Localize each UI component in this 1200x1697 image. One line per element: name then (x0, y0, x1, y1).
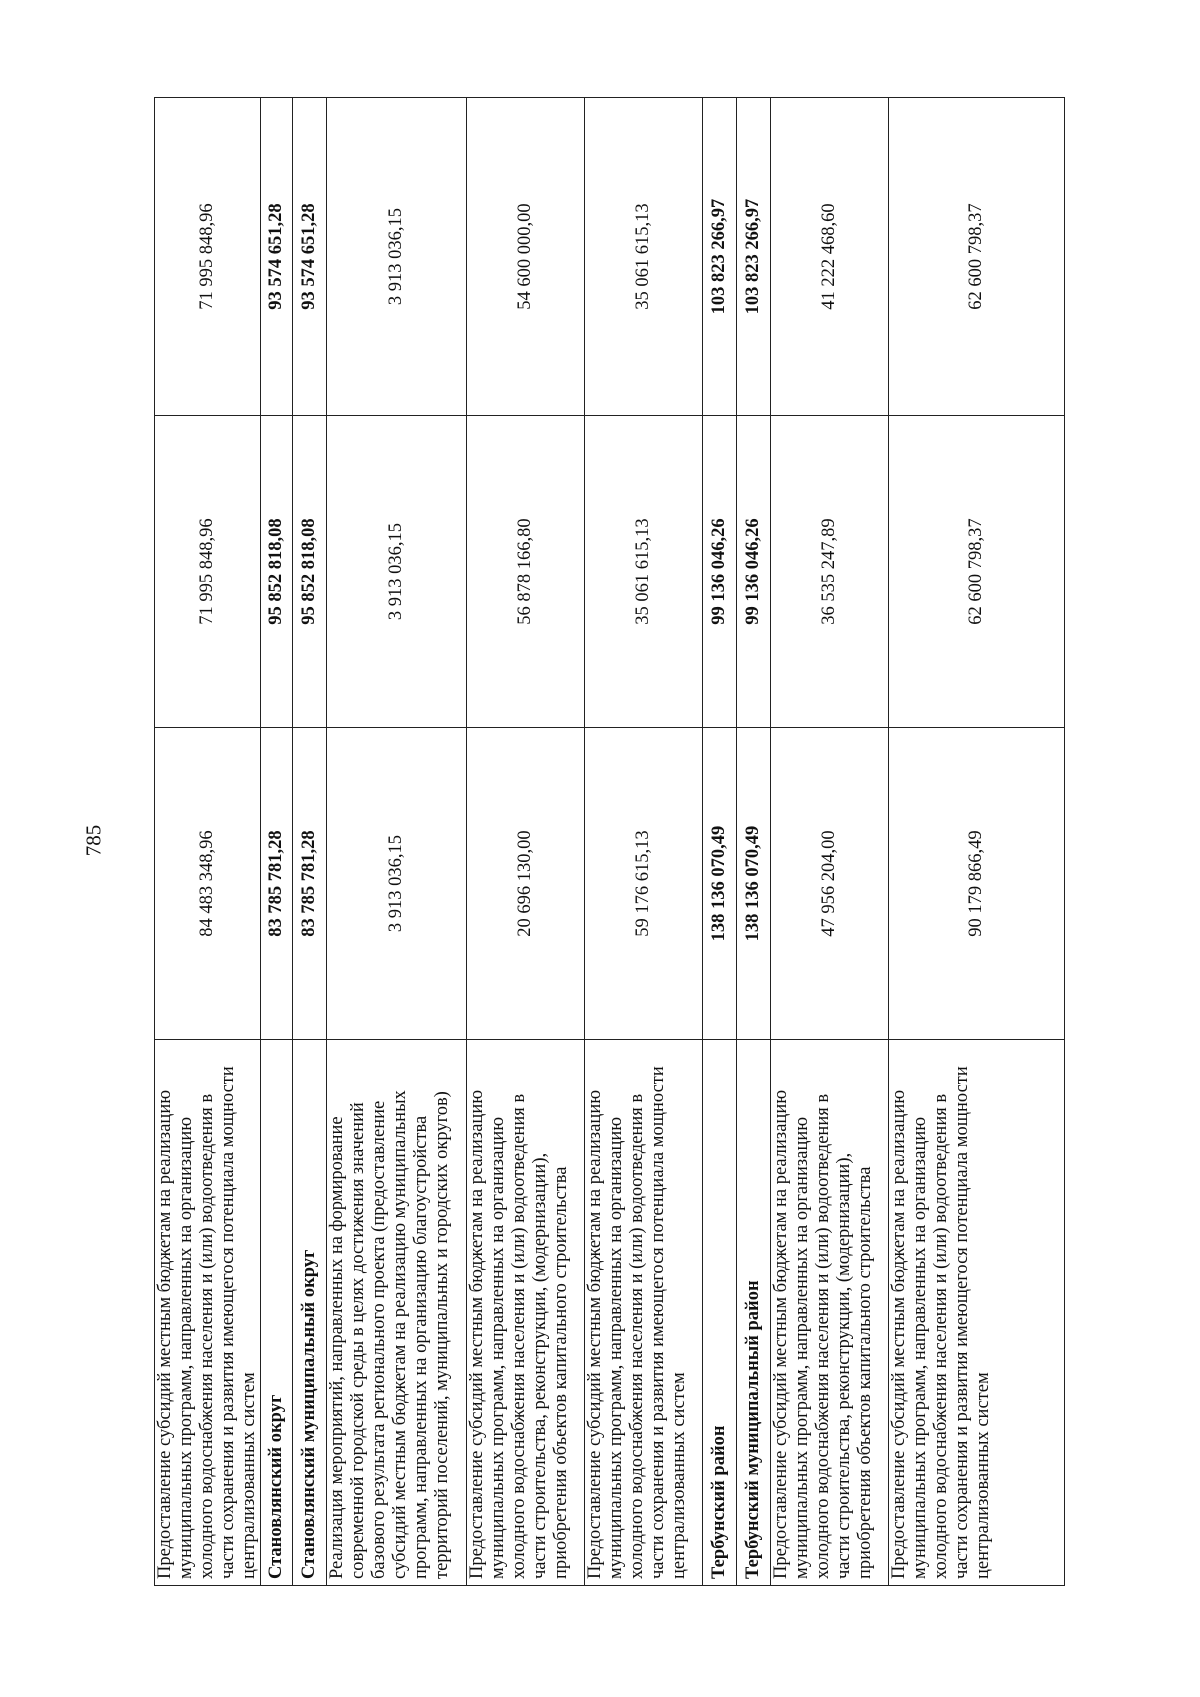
row-value-1: 83 785 781,28 (261, 728, 293, 1040)
table-row (771, 98, 889, 1586)
row-value-2: 62 600 798,37 (889, 416, 1065, 728)
table-row (585, 98, 703, 1586)
row-value-2: 36 535 247,89 (771, 416, 889, 728)
row-value-3: 54 600 000,00 (467, 98, 585, 416)
row-value-3: 35 061 615,13 (585, 98, 703, 416)
row-value-3: 93 574 651,28 (293, 98, 327, 416)
table-row-total (737, 98, 771, 1586)
row-value-2: 99 136 046,26 (703, 416, 737, 728)
table-row (889, 98, 1065, 1586)
row-value-3: 103 823 266,97 (703, 98, 737, 416)
row-value-1: 20 696 130,00 (467, 728, 585, 1040)
row-description: Предоставление субсидий местным бюджетам на реализацию муниципальных программ, направленных на организацию холодного водоснабжения населения и (или) водоотведения в части строительства, реконструкции, (модернизации), приобретения объектов капитального строительства (771, 1040, 889, 1586)
row-value-1: 83 785 781,28 (293, 728, 327, 1040)
row-value-2: 3 913 036,15 (327, 416, 467, 728)
row-value-3: 62 600 798,37 (889, 98, 1065, 416)
table-row (155, 98, 261, 1586)
row-value-1: 138 136 070,49 (703, 728, 737, 1040)
table-row (327, 98, 467, 1586)
page-number: 785 (81, 824, 106, 857)
row-description: Тербунский муниципальный район (737, 1040, 771, 1586)
row-description: Реализация мероприятий, направленных на формирование современной городской среды в целях достижения значений базового результата регионального проекта (предоставление субсидий местным бюджетам на реализацию муниципальных программ, направленных на организацию благоустройства территорий поселений, муниципальных и городских округов) (327, 1040, 467, 1586)
row-description: Предоставление субсидий местным бюджетам на реализацию муниципальных программ, направленных на организацию холодного водоснабжения населения и (или) водоотведения в части сохранения и развития имеющегося потенциала мощности централизованных систем (155, 1040, 261, 1586)
row-description: Становлянский округ (261, 1040, 293, 1586)
row-value-2: 35 061 615,13 (585, 416, 703, 728)
row-value-1: 47 956 204,00 (771, 728, 889, 1040)
row-description: Предоставление субсидий местным бюджетам на реализацию муниципальных программ, направленных на организацию холодного водоснабжения населения и (или) водоотведения в части строительства, реконструкции, (модернизации), приобретения объектов капитального строительства (467, 1040, 585, 1586)
row-value-3: 93 574 651,28 (261, 98, 293, 416)
table-row (467, 98, 585, 1586)
row-value-2: 99 136 046,26 (737, 416, 771, 728)
row-value-1: 90 179 866,49 (889, 728, 1065, 1040)
row-description: Предоставление субсидий местным бюджетам на реализацию муниципальных программ, направленных на организацию холодного водоснабжения населения и (или) водоотведения в части сохранения и развития имеющегося потенциала мощности централизованных систем (889, 1040, 1065, 1586)
row-value-2: 95 852 818,08 (293, 416, 327, 728)
row-value-1: 138 136 070,49 (737, 728, 771, 1040)
table-row-total (261, 98, 293, 1586)
row-description: Предоставление субсидий местным бюджетам на реализацию муниципальных программ, направленных на организацию холодного водоснабжения населения и (или) водоотведения в части сохранения и развития имеющегося потенциала мощности централизованных систем (585, 1040, 703, 1586)
budget-table (154, 97, 1065, 1586)
row-value-3: 41 222 468,60 (771, 98, 889, 416)
row-value-2: 56 878 166,80 (467, 416, 585, 728)
table-row-total (703, 98, 737, 1586)
row-description: Становлянский муниципальный округ (293, 1040, 327, 1586)
row-value-2: 95 852 818,08 (261, 416, 293, 728)
row-value-3: 103 823 266,97 (737, 98, 771, 416)
row-value-2: 71 995 848,96 (155, 416, 261, 728)
row-value-1: 3 913 036,15 (327, 728, 467, 1040)
row-value-1: 84 483 348,96 (155, 728, 261, 1040)
row-value-3: 3 913 036,15 (327, 98, 467, 416)
table-row-total (293, 98, 327, 1586)
row-description: Тербунский район (703, 1040, 737, 1586)
row-value-3: 71 995 848,96 (155, 98, 261, 416)
rotated-table-wrapper (154, 98, 1062, 1586)
row-value-1: 59 176 615,13 (585, 728, 703, 1040)
